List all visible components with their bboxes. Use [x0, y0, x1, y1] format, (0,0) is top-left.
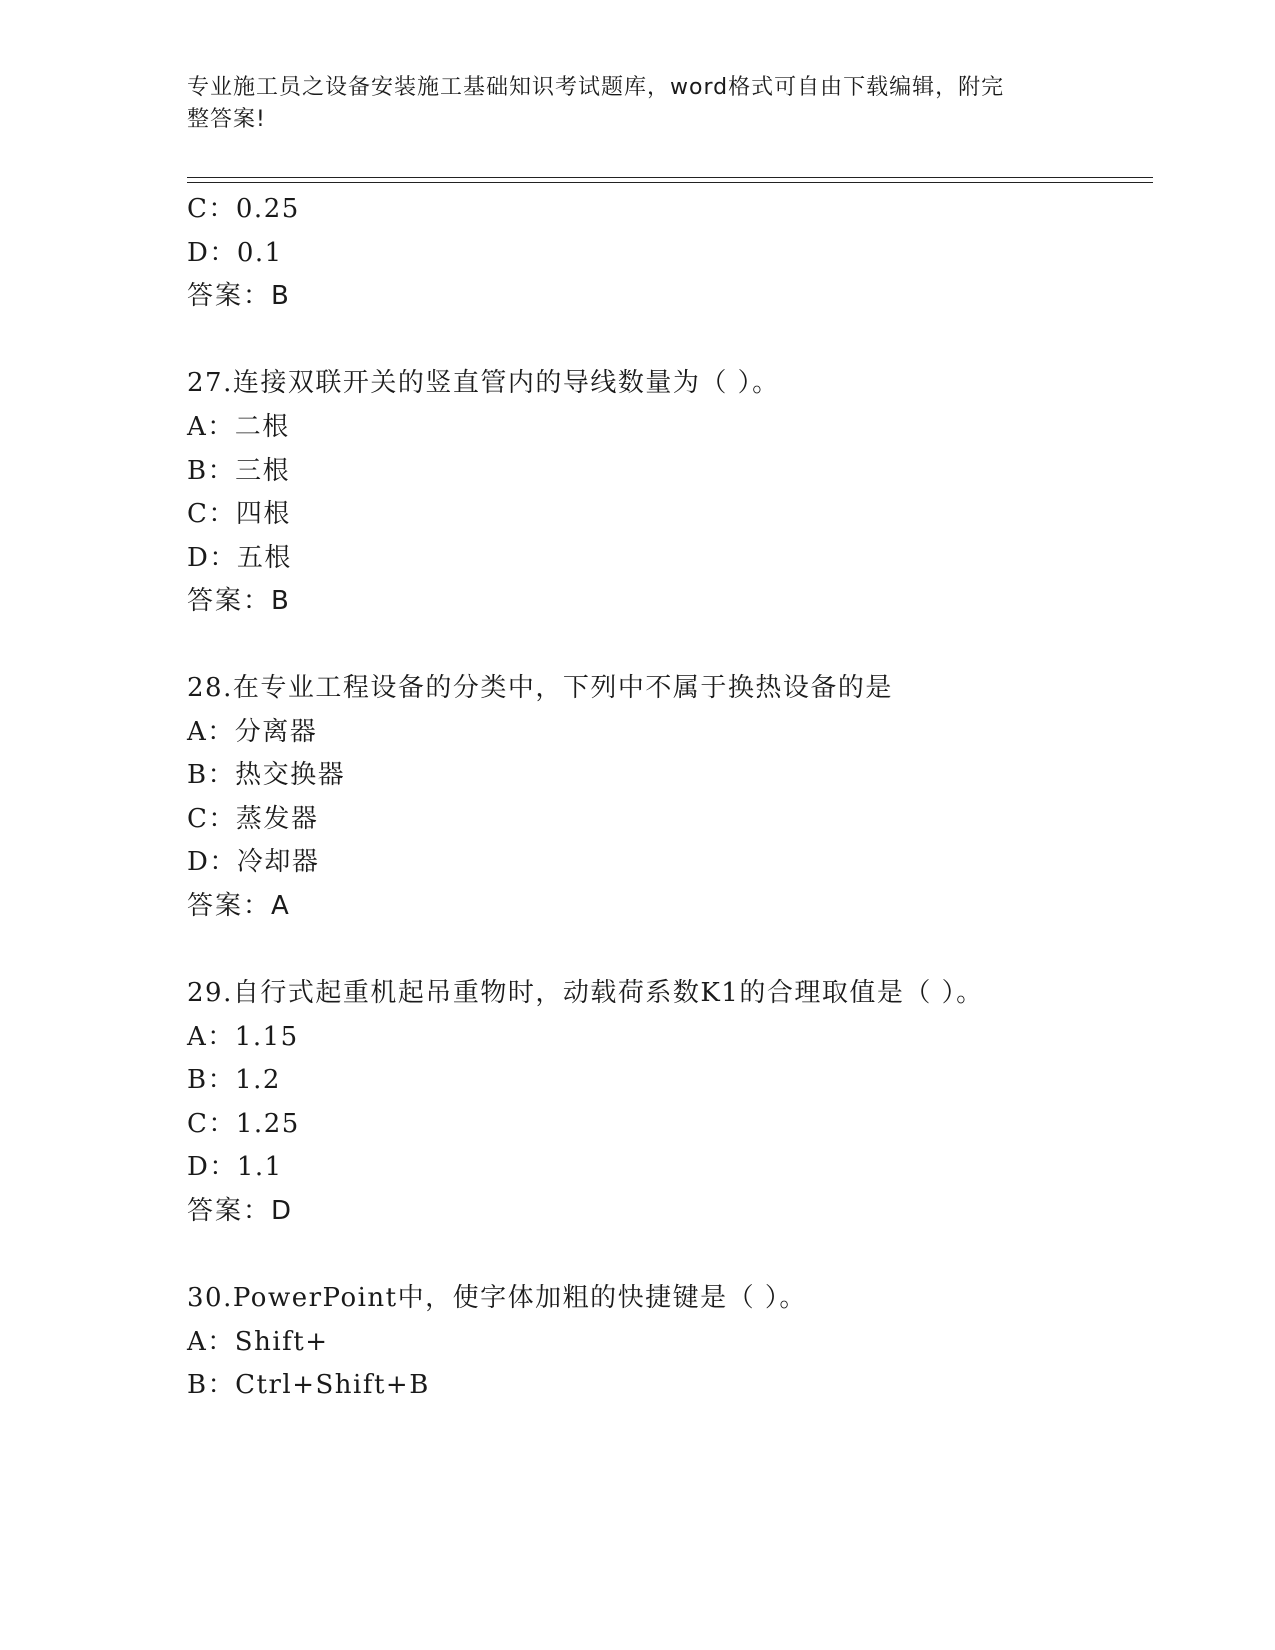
page-header: [187, 72, 1067, 136]
question-30-stem: 30.PowerPoint中，使字体加粗的快捷键是（ ）。: [187, 1283, 807, 1313]
question-30-option-a: A：Shift+: [187, 1327, 329, 1357]
header-line-1: 专业施工员之设备安装施工基础知识考试题库，word格式可自由下载编辑，附完: [187, 75, 1005, 100]
question-27-option-c: C：四根: [187, 499, 291, 529]
option-c: C：0.25: [187, 194, 300, 224]
question-29-option-b: B：1.2: [187, 1065, 281, 1095]
header-line-2: 整答案!: [187, 107, 266, 132]
question-27-stem: 27.连接双联开关的竖直管内的导线数量为（ ）。: [187, 368, 780, 398]
question-27-option-b: B：三根: [187, 456, 291, 486]
option-d: D：0.1: [187, 238, 283, 268]
question-30-option-b: B：Ctrl+Shift+B: [187, 1370, 430, 1400]
question-29-option-d: D：1.1: [187, 1152, 283, 1182]
question-28-stem: 28.在专业工程设备的分类中，下列中不属于换热设备的是: [187, 673, 893, 703]
question-28-option-b: B：热交换器: [187, 760, 346, 790]
question-27-answer: 答案：B: [187, 586, 291, 616]
question-28-option-c: C：蒸发器: [187, 804, 319, 834]
question-28-option-a: A：分离器: [187, 717, 318, 747]
question-29-answer: 答案：D: [187, 1196, 294, 1226]
header-rule-bottom: [187, 182, 1153, 183]
question-28-answer: 答案：A: [187, 891, 291, 921]
question-29-option-c: C：1.25: [187, 1109, 300, 1139]
question-27-option-a: A：二根: [187, 412, 290, 442]
question-27-option-d: D：五根: [187, 543, 292, 573]
question-29-option-a: A：1.15: [187, 1022, 299, 1052]
answer: 答案：B: [187, 281, 291, 311]
question-29-stem: 29.自行式起重机起吊重物时，动载荷系数K1的合理取值是（ ）。: [187, 978, 984, 1008]
question-28-option-d: D：冷却器: [187, 847, 320, 877]
header-rule-top: [187, 177, 1153, 178]
